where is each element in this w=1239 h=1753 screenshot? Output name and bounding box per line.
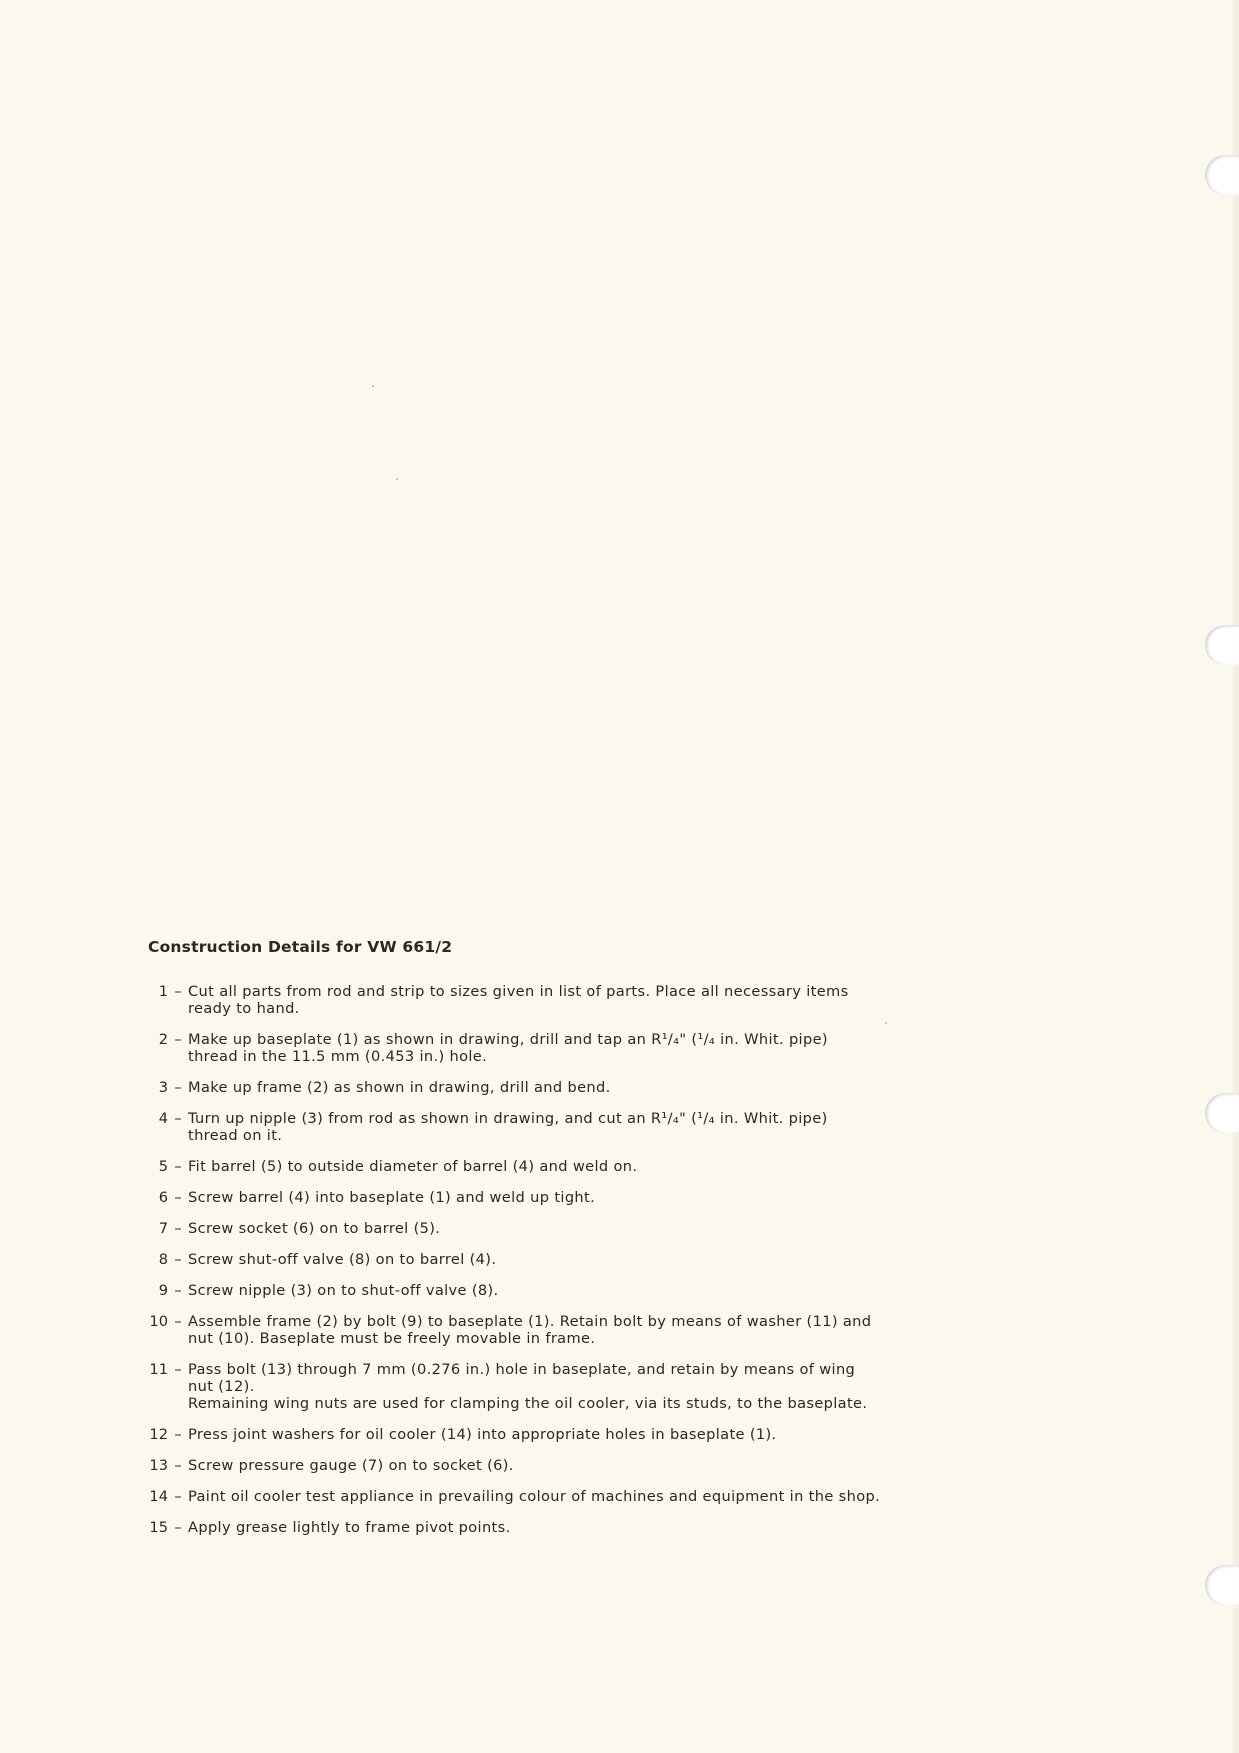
step-line: thread in the 11.5 mm (0.453 in.) hole. — [188, 1048, 488, 1065]
step-dash: – — [174, 983, 182, 1000]
step-line: nut (12). — [188, 1378, 255, 1395]
step-text — [188, 1110, 908, 1144]
step-text — [188, 1488, 908, 1505]
step-text — [188, 1457, 908, 1474]
step-item — [148, 1079, 908, 1096]
step-number: 10 — [149, 1313, 168, 1330]
step-line: Screw socket (6) on to barrel (5). — [188, 1220, 441, 1237]
step-item — [148, 983, 908, 1017]
step-text — [188, 983, 908, 1017]
step-line: ready to hand. — [188, 1000, 300, 1017]
step-dash: – — [174, 1031, 182, 1048]
step-dash: – — [174, 1110, 182, 1127]
step-item — [148, 1031, 908, 1065]
step-number: 8 — [158, 1251, 168, 1268]
step-dash: – — [174, 1519, 182, 1536]
step-dash: – — [174, 1457, 182, 1474]
step-number: 4 — [158, 1110, 168, 1127]
paper-speck — [372, 385, 374, 387]
step-line: Apply grease lightly to frame pivot points. — [188, 1519, 511, 1536]
step-dash: – — [174, 1079, 182, 1096]
step-dash: – — [174, 1488, 182, 1505]
construction-details-section — [148, 938, 908, 1550]
step-text — [188, 1158, 908, 1175]
step-number: 3 — [158, 1079, 168, 1096]
step-line: Screw shut-off valve (8) on to barrel (4). — [188, 1251, 497, 1268]
step-item — [148, 1110, 908, 1144]
step-text — [188, 1313, 908, 1347]
step-text — [188, 1282, 908, 1299]
step-dash: – — [174, 1158, 182, 1175]
step-number: 6 — [158, 1189, 168, 1206]
step-item — [148, 1361, 908, 1412]
step-item — [148, 1488, 908, 1505]
step-line: thread on it. — [188, 1127, 283, 1144]
step-line: Paint oil cooler test appliance in prevailing colour of machines and equipment in the shop. — [188, 1488, 881, 1505]
step-item — [148, 1457, 908, 1474]
step-number: 9 — [158, 1282, 168, 1299]
section-heading: Construction Details for VW 661/2 — [148, 938, 453, 956]
step-number: 13 — [149, 1457, 168, 1474]
step-line: Fit barrel (5) to outside diameter of barrel (4) and weld on. — [188, 1158, 638, 1175]
punch-hole — [1205, 155, 1239, 195]
step-line: Turn up nipple (3) from rod as shown in drawing, and cut an R¹/₄" (¹/₄ in. Whit. pipe) — [188, 1110, 828, 1127]
step-line: Pass bolt (13) through 7 mm (0.276 in.) hole in baseplate, and retain by means of wing — [188, 1361, 856, 1378]
step-line: Assemble frame (2) by bolt (9) to baseplate (1). Retain bolt by means of washer (11) and — [188, 1313, 872, 1330]
step-line: Make up baseplate (1) as shown in drawing, drill and tap an R¹/₄" (¹/₄ in. Whit. pipe) — [188, 1031, 828, 1048]
step-line: nut (10). Baseplate must be freely movable in frame. — [188, 1330, 596, 1347]
step-line: Cut all parts from rod and strip to sizes given in list of parts. Place all necessary items — [188, 983, 849, 1000]
step-text — [188, 1189, 908, 1206]
step-line: Screw barrel (4) into baseplate (1) and weld up tight. — [188, 1189, 596, 1206]
punch-hole — [1205, 1565, 1239, 1605]
step-text — [188, 1220, 908, 1237]
step-item — [148, 1189, 908, 1206]
step-item — [148, 1251, 908, 1268]
step-text — [188, 1079, 908, 1096]
step-number: 12 — [149, 1426, 168, 1443]
step-dash: – — [174, 1220, 182, 1237]
step-number: 15 — [149, 1519, 168, 1536]
step-text — [188, 1031, 908, 1065]
step-line: Screw pressure gauge (7) on to socket (6). — [188, 1457, 514, 1474]
paper-speck — [396, 478, 398, 480]
step-dash: – — [174, 1282, 182, 1299]
step-dash: – — [174, 1361, 182, 1378]
step-line: Make up frame (2) as shown in drawing, drill and bend. — [188, 1079, 611, 1096]
step-item — [148, 1158, 908, 1175]
step-text — [188, 1361, 908, 1412]
step-number: 7 — [158, 1220, 168, 1237]
step-text — [188, 1426, 908, 1443]
step-number: 5 — [158, 1158, 168, 1175]
step-item — [148, 1282, 908, 1299]
step-text — [188, 1519, 908, 1536]
step-number: 14 — [149, 1488, 168, 1505]
step-dash: – — [174, 1313, 182, 1330]
step-item — [148, 1426, 908, 1443]
step-dash: – — [174, 1251, 182, 1268]
step-line: Remaining wing nuts are used for clamping the oil cooler, via its studs, to the baseplate. — [188, 1395, 868, 1412]
step-number: 2 — [158, 1031, 168, 1048]
step-item — [148, 1519, 908, 1536]
punch-hole — [1205, 1093, 1239, 1133]
steps-list — [148, 983, 908, 1536]
step-line: Screw nipple (3) on to shut-off valve (8). — [188, 1282, 499, 1299]
step-text — [188, 1251, 908, 1268]
step-item — [148, 1313, 908, 1347]
punch-hole — [1205, 625, 1239, 665]
step-item — [148, 1220, 908, 1237]
step-dash: – — [174, 1189, 182, 1206]
step-number: 1 — [158, 983, 168, 1000]
step-dash: – — [174, 1426, 182, 1443]
step-line: Press joint washers for oil cooler (14) into appropriate holes in baseplate (1). — [188, 1426, 777, 1443]
step-number: 11 — [149, 1361, 168, 1378]
